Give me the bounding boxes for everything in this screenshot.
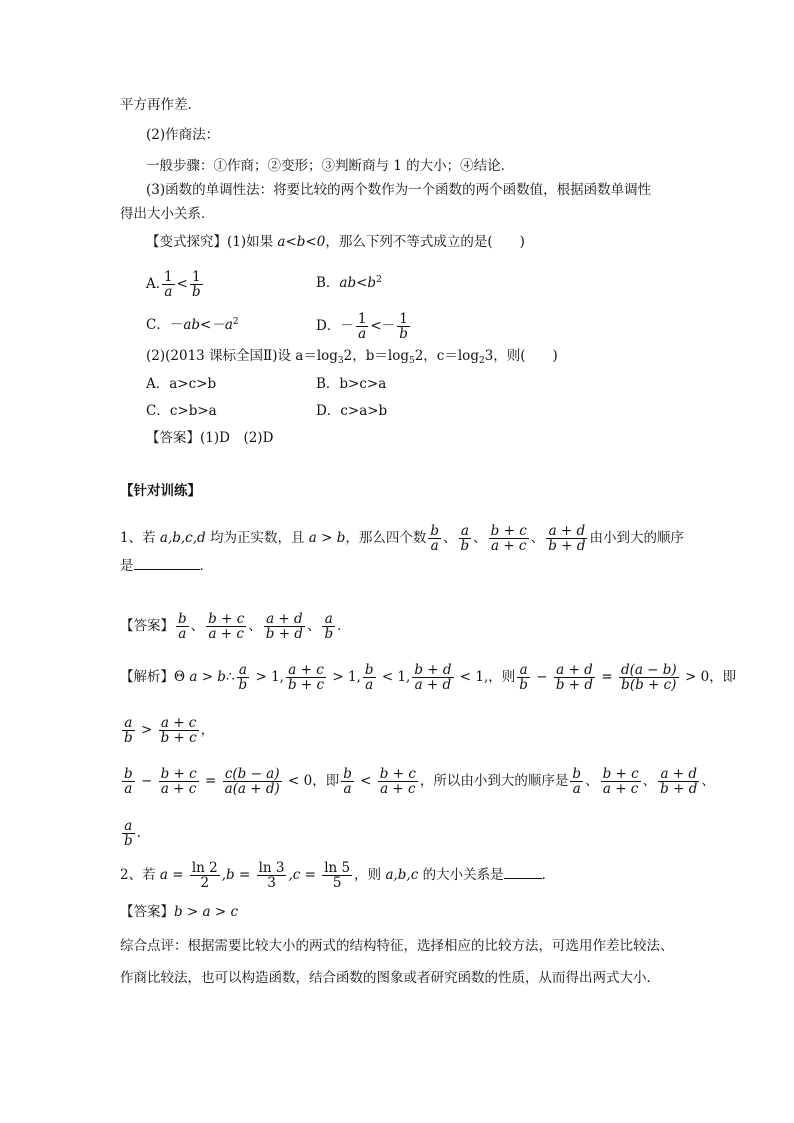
intro-line-1: 平方再作差． xyxy=(120,97,201,113)
problem-1: 1、若 a,b,c,d 均为正实数，且 a > b，那么四个数 $\frac{b}{a}$ 、 $\frac{a}{b}$ 、 $\frac{b + c}{a + c}$ 、 $\frac{a + d}{b + d}$ 由小到大的顺序 xyxy=(120,522,684,554)
variant-question-2: (2)(2013 课标全国Ⅱ)设 $a=\log_32$，$b=\log_52$，$c=\log_23$，则( ) xyxy=(146,348,558,366)
intro-line-4: (3)函数的单调性法：将要比较的两个数作为一个函数的两个函数值，根据函数单调性 xyxy=(146,182,652,198)
training-heading: 【针对训练】 xyxy=(120,483,201,499)
variant-heading: 【变式探究】 xyxy=(146,234,227,250)
variant-question-1: 【变式探究】(1)如果 a<b<0，那么下列不等式成立的是( ) xyxy=(146,234,525,250)
explanation-line-3: $\frac{b}{a}$ − $\frac{b + c}{a + c}$ = $\frac{c(b - a)}{a(a + d)}$ < 0，即 $\frac{b}{a}$ < $\frac{b + c}{a + c}$ ，所以由小到大的顺序是 $\frac{b}{a}$ 、 $\frac{b + c}{a + c}$ 、 $\frac{a + d}{b + d}$ 、 xyxy=(124,765,715,797)
problem-2-answer: 【答案】b > a > c xyxy=(120,904,239,920)
variant-q2-option-d: D．c>a>b xyxy=(316,403,388,419)
problem-1-answer: 【答案】 $\frac{b}{a}$ 、 $\frac{b + c}{a + c}$ 、 $\frac{a + d}{b + d}$ 、 $\frac{a}{b}$ ． xyxy=(120,610,351,642)
explanation-line-2: $\frac{a}{b}$ > $\frac{a + c}{b + c}$ ， xyxy=(124,714,215,746)
intro-line-2: (2)作商法： xyxy=(146,127,220,143)
variant-option-d: D．－ $\frac{1}{a}$ <－ $\frac{1}{b}$ xyxy=(316,311,408,343)
variant-q2-option-b: B．b>c>a xyxy=(316,376,387,392)
variant-option-a: A. $\frac{1}{a}$ < $\frac{1}{b}$ xyxy=(146,269,201,301)
variant-answer: 【答案】(1)D (2)D xyxy=(146,430,274,446)
intro-line-3: 一般步骤：①作商；②变形；③判断商与 1 的大小；④结论． xyxy=(146,158,515,174)
problem-1-blank-line: 是 ． xyxy=(120,558,213,574)
variant-option-b: B．$ab<b^2$ xyxy=(316,275,382,291)
summary-line-2: 作商比较法，也可以构造函数，结合函数的图象或者研究函数的性质，从而得出两式大小． xyxy=(120,970,660,986)
variant-q2-option-a: A．a>c>b xyxy=(146,376,217,392)
problem-1-explanation: 【解析】Θ a > b∴ $\frac{a}{b}$ > 1, $\frac{a + c}{b + c}$ > 1, $\frac{b}{a}$ < 1, $\frac{b + d}{a + d}$ < 1,，则 $\frac{a}{b}$ − $\frac{a + d}{b + d}$ = $\frac{d(a - b)}{b(b + c)}$ > 0，即 xyxy=(120,661,737,693)
answer-blank xyxy=(134,557,200,570)
answer-blank xyxy=(504,866,542,879)
explanation-line-4: $\frac{a}{b}$ . xyxy=(124,817,141,849)
problem-2: 2、若 a = $\frac{\ln 2}{2}$ ,b = $\frac{\ln 3}{3}$ ,c = $\frac{\ln 5}{5}$ ，则 a,b,c 的大小关系是 ． xyxy=(120,859,556,891)
summary-line-1: 综合点评：根据需要比较大小的两式的结构特征，选择相应的比较方法，可选用作差比较法、 xyxy=(120,938,674,954)
intro-line-5: 得出大小关系． xyxy=(120,206,215,222)
variant-option-c: C．$-ab<-a^2$ xyxy=(146,317,239,333)
variant-q2-option-c: C．c>b>a xyxy=(146,403,217,419)
